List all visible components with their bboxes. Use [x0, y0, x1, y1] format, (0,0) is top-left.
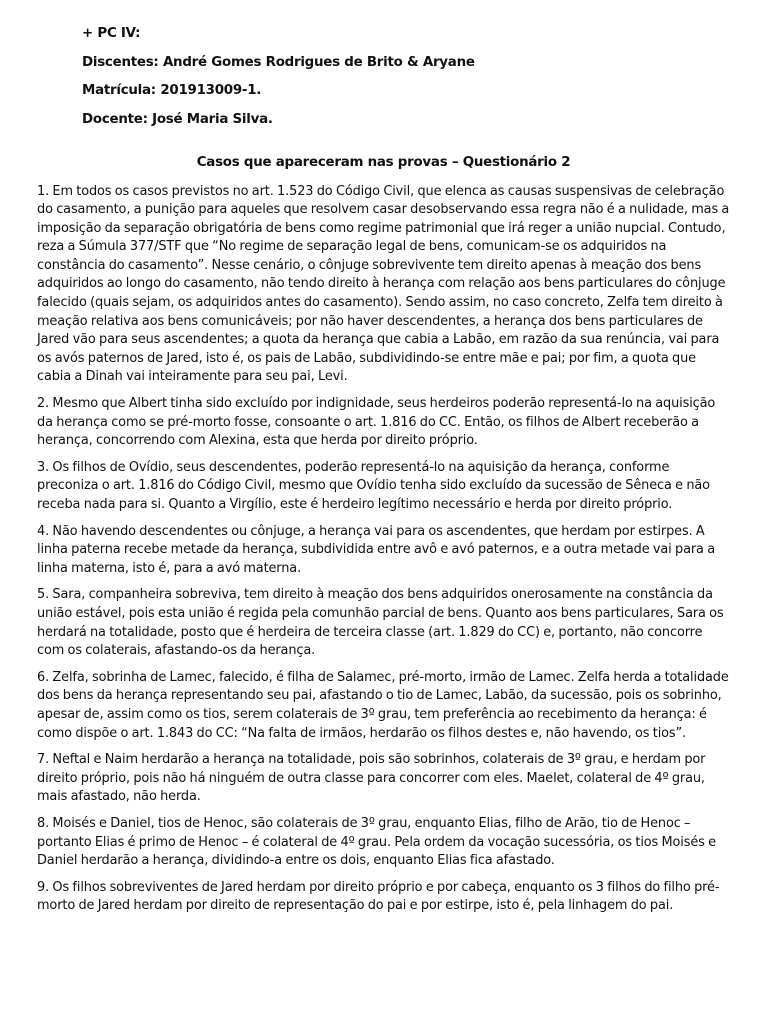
students-line: Discentes: André Gomes Rodrigues de Brito & Aryane	[82, 54, 475, 70]
document-title: Casos que apareceram nas provas – Questionário 2	[196, 154, 571, 170]
answer-paragraph-8: 8. Moisés e Daniel, tios de Henoc, são colaterais de 3º grau, enquanto Elias, filho de Arão, tio de Henoc – portanto Elias é primo de Henoc – é colateral de 4º grau. Pela ordem da vocação sucessória, os tios Moisés e Daniel herdarão a herança, dividindo-a entre os dois, enquanto Elias fica afastado.	[37, 815, 716, 869]
answer-paragraph-5: 5. Sara, companheira sobreviva, tem direito à meação dos bens adquiridos onerosamente na constância da união estável, pois esta união é regida pela comunhão parcial de bens. Quanto aos bens particulares, Sara os herdará na totalidade, posto que é herdeira de terceira classe (art. 1.829 do CC) e, portanto, não concorre com os colaterais, afastando-os da herança.	[37, 587, 724, 659]
answer-paragraph-3: 3. Os filhos de Ovídio, seus descendentes, poderão representá-lo na aquisição da herança, conforme preconiza o art. 1.816 do Código Civil, mesmo que Ovídio tenha sido excluído da sucessão de Sêneca e não receba nada para si. Quanto a Virgílio, este é herdeiro legítimo necessário e herda por direito próprio.	[37, 459, 710, 512]
answers-list	[37, 183, 730, 916]
course-line: + PC IV:	[82, 26, 141, 41]
answer-paragraph-9: 9. Os filhos sobreviventes de Jared herdam por direito próprio e por cabeça, enquanto os 3 filhos do filho pré-morto de Jared herdam por direito de representação do pai e por estirpe, isto é, pela linhagem do pai.	[37, 879, 720, 914]
answer-paragraph-1: 1. Em todos os casos previstos no art. 1.523 do Código Civil, que elenca as causas suspensivas de celebração do casamento, a punição para aqueles que resolvem casar desobservando essa regra não é a nulidade, mas a imposição da separação obrigatória de bens como regime patrimonial que irá reger a união nupcial. Contudo, reza a Súmula 377/STF que “No regime de separação legal de bens, comunicam-se os adquiridos na constância do casamento”. Nesse cenário, o cônjuge sobrevivente tem direito apenas à meação dos bens adquiridos ao longo do casamento, não tendo direito à herança com relação aos bens particulares do cônjuge falecido (quais sejam, os adquiridos antes do casamento). Sendo assim, no caso concreto, Zelfa tem direito à meação relativa aos bens comunicáveis; por não haver descendentes, a herança dos bens particulares de Jared vão para seus ascendentes; a quota da herança que cabia a Labão, em razão da sua renúncia, vai para os avós paternos de Jared, isto é, os pais de Labão, subdividindo-se entre mãe e pai; por fim, a quota que cabia a Dinah vai inteiramente para seu pai, Levi.	[37, 183, 730, 385]
enrollment-line: Matrícula: 201913009-1.	[82, 83, 262, 98]
answer-paragraph-2: 2. Mesmo que Albert tinha sido excluído por indignidade, seus herdeiros poderão representá-lo na aquisição da herança como se pré-morto fosse, consoante o art. 1.816 do CC. Então, os filhos de Albert receberão a herança, concorrendo com Alexina, esta que herda por direito próprio.	[37, 396, 716, 449]
answer-paragraph-7: 7. Neftal e Naim herdarão a herança na totalidade, pois são sobrinhos, colaterais de 3º grau, e herdam por direito próprio, pois não há ninguém de outra classe para concorrer com eles. Maelet, colateral de 4º grau, mais afastado, não herda.	[37, 752, 706, 805]
teacher-line: Docente: José Maria Silva.	[82, 111, 273, 127]
document-header	[82, 26, 730, 128]
answer-paragraph-6: 6. Zelfa, sobrinha de Lamec, falecido, é filha de Salamec, pré-morto, irmão de Lamec. Zelfa herda a totalidade dos bens da herança representando seu pai, afastando o tio de Lamec, Labão, da sucessão, pois os sobrinho, apesar de, assim como os tios, serem colaterais de 3º grau, tem preferência ao recebimento da herança: é como dispõe o art. 1.843 do CC: “Na falta de irmãos, herdarão os filhos destes e, não havendo, os tios”.	[37, 669, 729, 741]
answer-paragraph-4: 4. Não havendo descendentes ou cônjuge, a herança vai para os ascendentes, que herdam por estirpes. A linha paterna recebe metade da herança, subdividida entre avô e avó paternos, e a outra metade vai para a linha materna, isto é, para a avó materna.	[37, 523, 715, 576]
